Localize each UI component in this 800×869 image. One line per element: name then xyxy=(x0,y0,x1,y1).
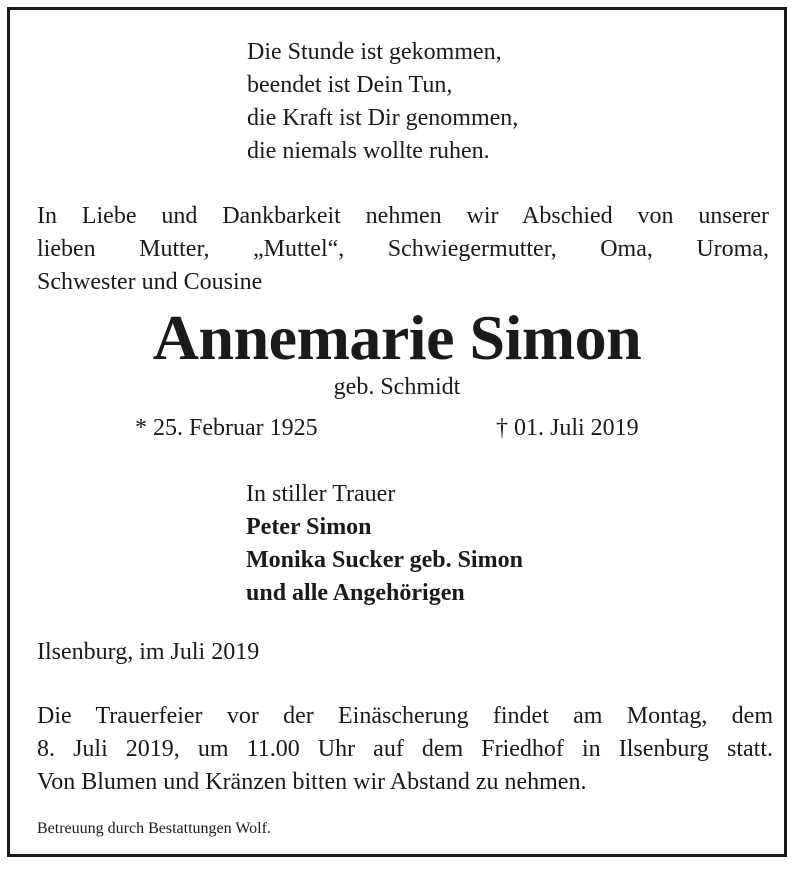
deceased-name: Annemarie Simon xyxy=(152,302,642,373)
ceremony-line: 8. Juli 2019, um 11.00 Uhr auf dem Friedhof in Ilsenburg statt. xyxy=(37,736,773,762)
memorial-poem xyxy=(247,36,518,168)
place-date: Ilsenburg, im Juli 2019 xyxy=(37,639,260,665)
intro-line: lieben Mutter, „Muttel“, Schwiegermutter, Oma, Uroma, xyxy=(37,236,769,262)
mourner-name: und alle Angehörigen xyxy=(246,580,465,606)
obituary-notice xyxy=(7,7,787,857)
poem-line: Die Stunde ist gekommen, xyxy=(247,39,502,65)
mourners-block xyxy=(246,478,523,610)
mourner-name: Monika Sucker geb. Simon xyxy=(246,547,523,573)
mourners-heading: In stiller Trauer xyxy=(246,481,396,507)
birth-name: geb. Schmidt xyxy=(333,374,461,400)
ceremony-info xyxy=(37,700,773,799)
poem-line: beendet ist Dein Tun, xyxy=(247,72,453,98)
farewell-intro xyxy=(37,200,769,299)
poem-line: die niemals wollte ruhen. xyxy=(247,138,490,164)
intro-line: Schwester und Cousine xyxy=(37,269,263,295)
birth-date: * 25. Februar 1925 xyxy=(135,415,318,441)
ceremony-line: Die Trauerfeier vor der Einäscherung findet am Montag, dem xyxy=(37,703,773,729)
poem-line: die Kraft ist Dir genommen, xyxy=(247,105,519,131)
mourner-name: Peter Simon xyxy=(246,514,372,540)
funeral-home-note: Betreuung durch Bestattungen Wolf. xyxy=(37,820,271,837)
death-date: † 01. Juli 2019 xyxy=(496,415,639,441)
ceremony-line: Von Blumen und Kränzen bitten wir Abstand zu nehmen. xyxy=(37,769,587,795)
intro-line: In Liebe und Dankbarkeit nehmen wir Abschied von unserer xyxy=(37,203,769,229)
